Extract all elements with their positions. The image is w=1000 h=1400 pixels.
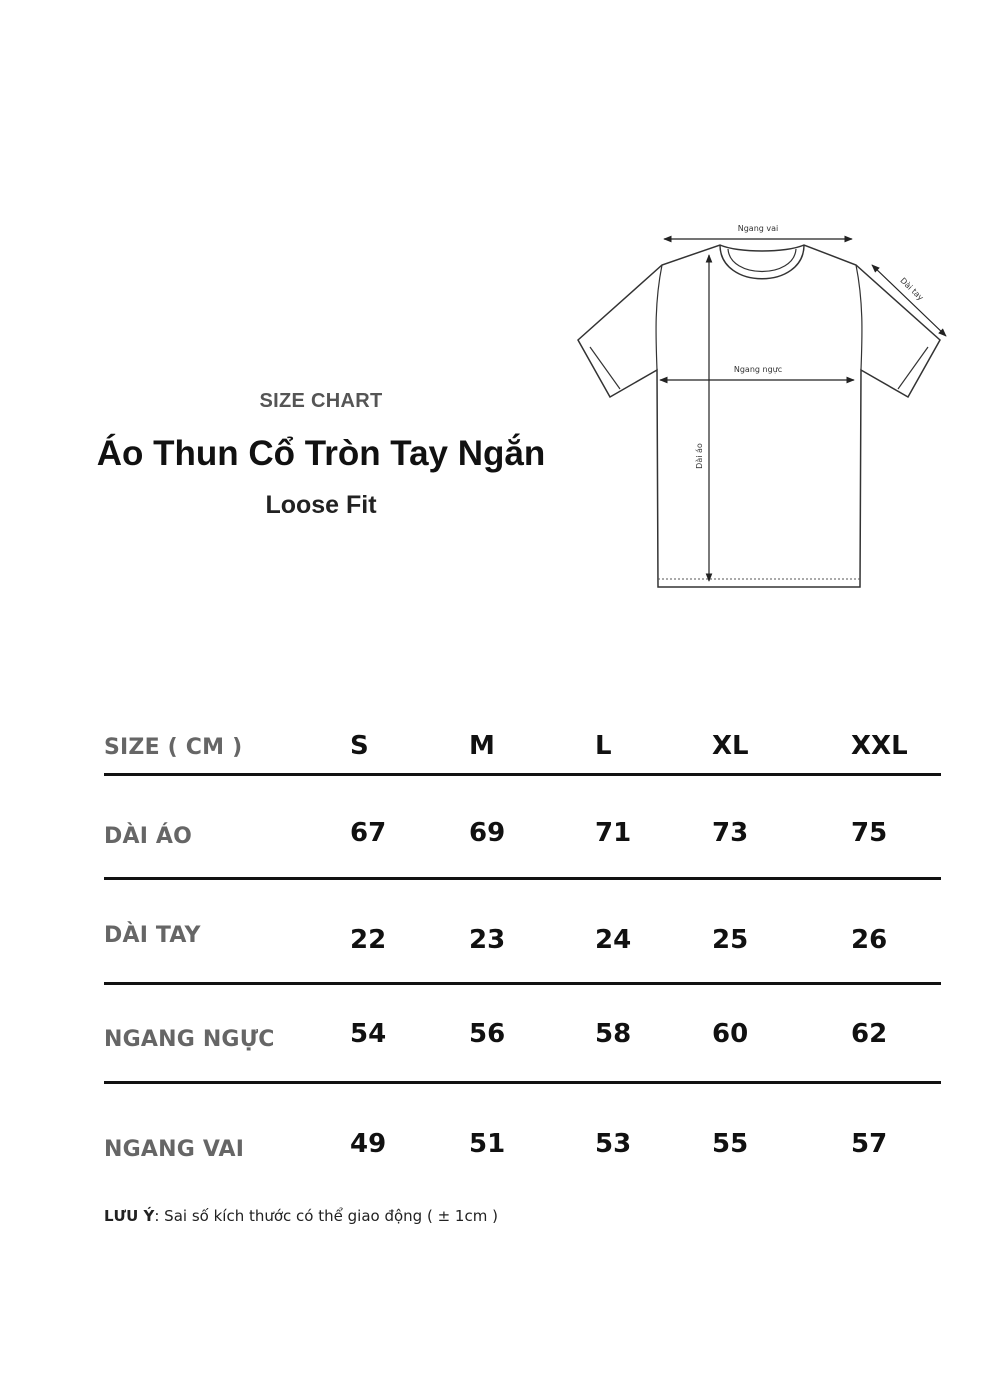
table-cell: 49 [350,1129,387,1159]
table-cell: 23 [469,925,506,955]
table-cell: 69 [469,818,506,848]
size-header-m: M [469,731,495,761]
tolerance-note [104,1207,498,1225]
sleeve-measure-label: Dài tay [898,276,926,303]
table-cell: 67 [350,818,387,848]
shoulder-measure-label: Ngang vai [737,224,779,233]
table-cell: 53 [595,1129,632,1159]
table-divider [104,877,941,880]
table-cell: 57 [851,1129,888,1159]
table-divider [104,982,941,985]
table-cell: 71 [595,818,632,848]
table-cell: 25 [712,925,749,955]
table-cell: 54 [350,1019,387,1049]
row-label-chest: NGANG NGỰC [104,1027,275,1052]
size-unit-header: SIZE ( CM ) [104,735,243,760]
table-cell: 26 [851,925,888,955]
table-divider [104,773,941,776]
table-cell: 22 [350,925,387,955]
tshirt-measurement-diagram [568,215,958,595]
table-cell: 55 [712,1129,749,1159]
table-cell: 56 [469,1019,506,1049]
size-header-l: L [595,731,612,761]
fit-subtitle: Loose Fit [265,491,377,519]
chest-measure-label: Ngang ngực [733,365,783,374]
row-label-shoulder: NGANG VAI [104,1137,245,1162]
row-label-length: DÀI ÁO [104,824,193,849]
table-cell: 60 [712,1019,749,1049]
size-chart-kicker: SIZE CHART [259,390,383,412]
table-cell: 62 [851,1019,888,1049]
product-title: Áo Thun Cổ Tròn Tay Ngắn [96,434,546,473]
length-measure-label: Dài áo [695,443,704,469]
note-text: : Sai số kích thước có thể giao động ( ± 1cm ) [154,1207,498,1225]
tshirt-outline [578,245,940,587]
table-divider [104,1081,941,1084]
note-prefix: LƯU Ý [104,1207,155,1225]
size-header-xxl: XXL [851,731,908,761]
table-cell: 24 [595,925,632,955]
table-cell: 58 [595,1019,632,1049]
tshirt-icon [568,215,958,595]
size-header-xl: XL [712,731,749,761]
table-cell: 51 [469,1129,506,1159]
row-label-sleeve: DÀI TAY [104,923,201,948]
table-cell: 73 [712,818,749,848]
table-cell: 75 [851,818,888,848]
size-header-s: S [350,731,369,761]
